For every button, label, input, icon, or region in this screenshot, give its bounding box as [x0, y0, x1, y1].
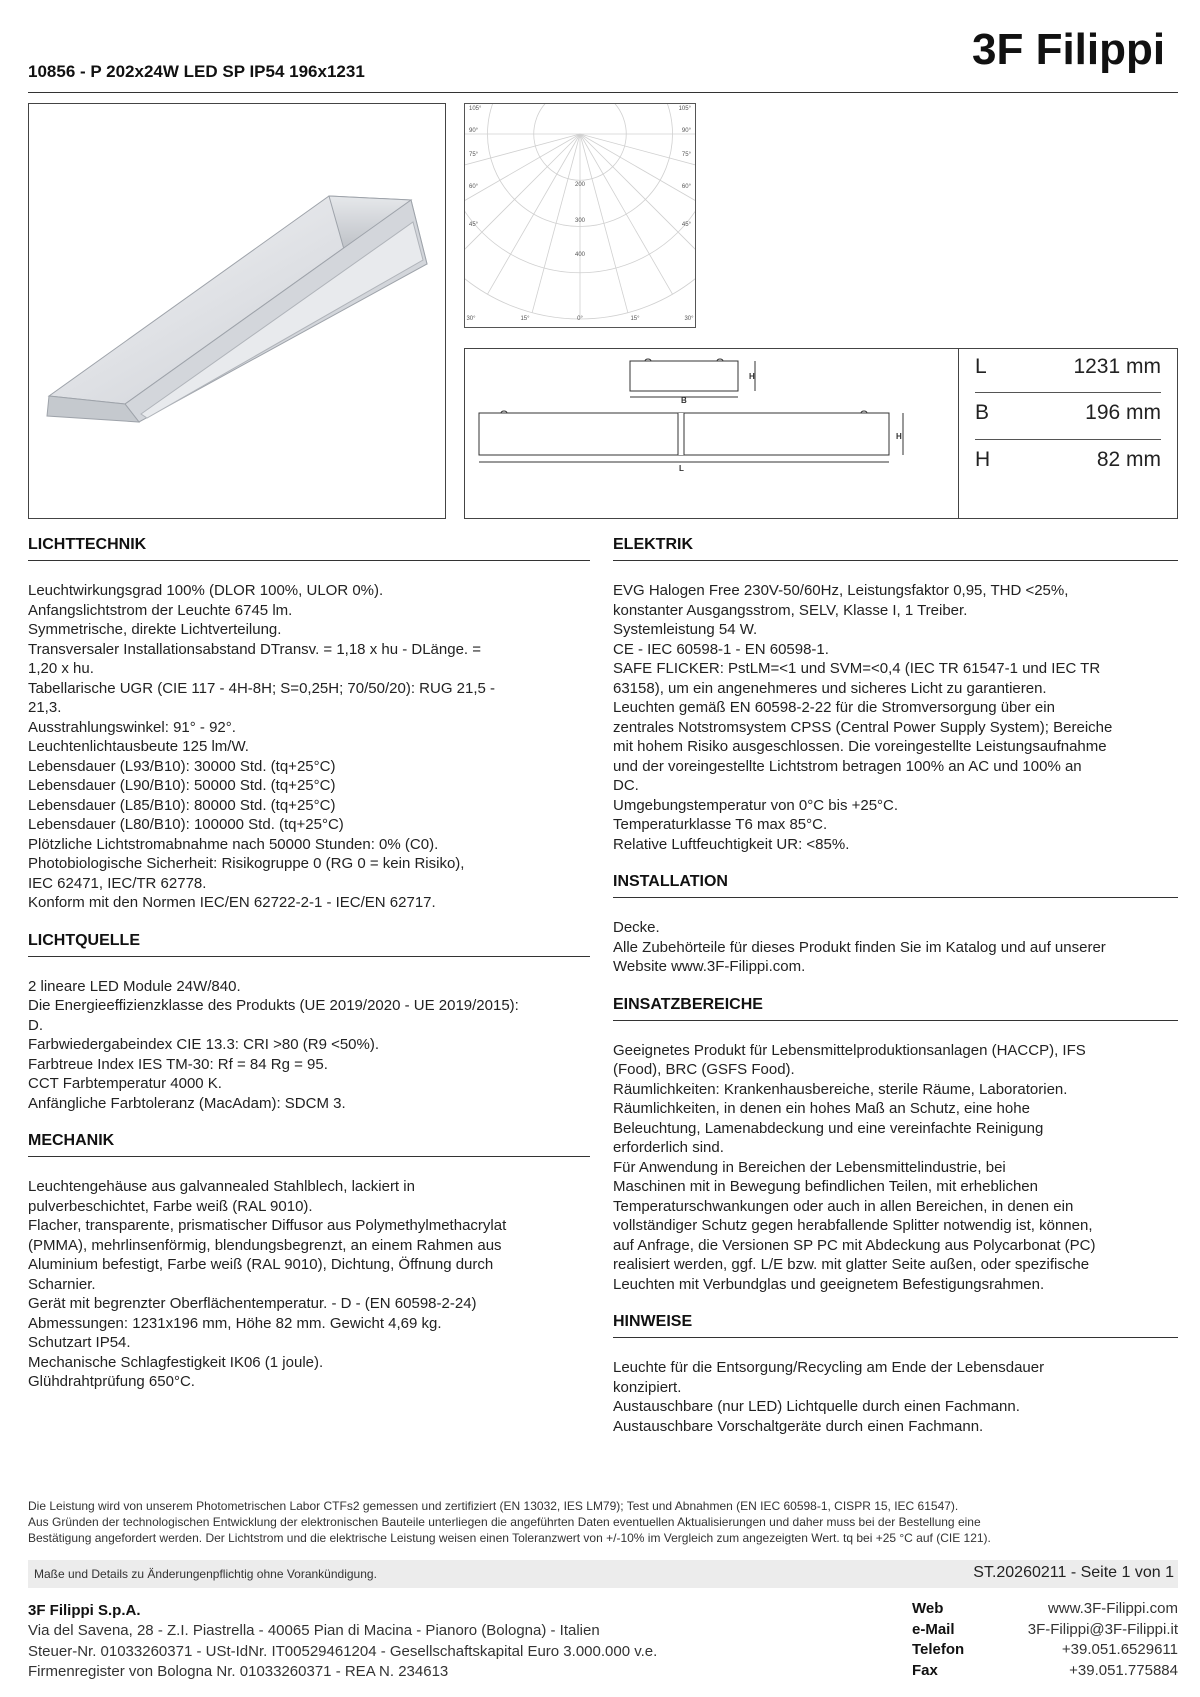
polar-label: 105°: [678, 106, 691, 112]
header-rule: [28, 92, 1178, 93]
dim-value: 1231 mm: [1073, 355, 1161, 378]
spec-line: Die Energieeffizienzklasse des Produkts (UE 2019/2020 - UE 2019/2015):: [28, 997, 519, 1014]
spec-line: CCT Farbtemperatur 4000 K.: [28, 1075, 222, 1092]
disclaimer-line: Aus Gründen der technologischen Entwicklung der elektronischen Bauteile unterliegen die angeführten Daten eventuellen Aktualisierungen und daher muss bei der Bestellung eine: [28, 1515, 981, 1529]
polar-label: 60°: [469, 184, 479, 190]
polar-spoke: [580, 134, 695, 182]
spec-section-hinweise: [613, 1310, 1178, 1436]
spec-line: Leuchten gemäß EN 60598-2-22 für die Stromversorgung über ein: [613, 699, 1055, 716]
spec-line: Maschinen mit in Bewegung befindlichen Teilen, mit erheblichen: [613, 1178, 1038, 1195]
spec-line: Farbwiedergabeindex CIE 13.3: CRI >80 (R9 <50%).: [28, 1036, 380, 1053]
spec-line: Scharnier.: [28, 1275, 96, 1293]
brand-logo: [972, 22, 1178, 74]
dim-label-h-top: H: [749, 372, 755, 381]
spec-line: Für Anwendung in Bereichen der Lebensmittelindustrie, bei: [613, 1158, 1006, 1176]
spec-line: Temperaturschwankungen oder auch in allen Bereichen, in denen ein: [613, 1197, 1074, 1215]
spec-line: Temperaturklasse T6 max 85°C.: [613, 816, 828, 833]
dimension-drawing: [465, 349, 959, 518]
spec-line: Räumlichkeiten, in denen ein hohes Maß an Schutz, eine hohe: [613, 1100, 1030, 1117]
spec-line: Lebensdauer (L90/B10): 50000 Std. (tq+25°C): [28, 777, 336, 794]
section-title: LICHTTECHNIK: [28, 533, 590, 561]
polar-label: 15°: [630, 316, 640, 322]
dim-row-height: [975, 442, 1161, 482]
spec-section-elektrik: [613, 533, 1178, 854]
polar-label: 75°: [681, 152, 691, 158]
polar-label: 60°: [681, 184, 691, 190]
spec-line: Anfangslichtstrom der Leuchte 6745 lm.: [28, 601, 293, 619]
polar-label: 105°: [469, 106, 482, 112]
spec-line: D.: [28, 1016, 43, 1034]
polar-label: 30°: [466, 316, 476, 322]
spec-line: IEC 62471, IEC/TR 62778.: [28, 874, 207, 892]
company-name: 3F Filippi S.p.A.: [28, 1602, 141, 1619]
spec-line: pulverbeschichtet, Farbe weiß (RAL 9010).: [28, 1197, 313, 1215]
polar-label: 90°: [681, 128, 691, 134]
spec-line: Website www.3F-Filippi.com.: [613, 958, 806, 975]
spec-line: SAFE FLICKER: PstLM=<1 und SVM=<0,4 (IEC TR 61547-1 und IEC TR: [613, 660, 1101, 677]
spec-section-lichttechnik: [28, 533, 590, 913]
polar-diagram: [464, 103, 696, 328]
contact-key: Telefon: [912, 1641, 965, 1658]
polar-label: 0°: [577, 316, 583, 322]
polar-spoke: [580, 134, 628, 313]
dim-label-l: L: [679, 464, 684, 473]
section-title: ELEKTRIK: [613, 533, 1178, 561]
spec-line: erforderlich sind.: [613, 1139, 724, 1156]
spec-line: Leuchten mit Verbundglas und geeignetem Befestigungsrahmen.: [613, 1275, 1045, 1293]
dim-key: B: [975, 401, 990, 424]
spec-line: Leuchtengehäuse aus galvannealed Stahlblech, lackiert in: [28, 1178, 415, 1195]
spec-section-mechanik: [28, 1129, 590, 1392]
spec-section-installation: [613, 870, 1178, 977]
product-photo: [28, 103, 446, 519]
notice-bar: [28, 1560, 1178, 1588]
spec-line: Leuchtwirkungsgrad 100% (DLOR 100%, ULOR 0%).: [28, 582, 384, 599]
dim-value: 196 mm: [1085, 401, 1161, 424]
spec-line: Relative Luftfeuchtigkeit UR: <85%.: [613, 835, 850, 853]
specs-right-column: [613, 533, 1178, 1452]
contact-fax: [912, 1662, 1178, 1683]
spec-line: 63158), um ein angenehmeres und sicheres Licht zu garantieren.: [613, 679, 1047, 697]
section-title: EINSATZBEREICHE: [613, 993, 1178, 1021]
polar-spoke: [580, 134, 673, 294]
spec-line: Lebensdauer (L93/B10): 30000 Std. (tq+25°C): [28, 757, 336, 775]
spec-line: Lebensdauer (L85/B10): 80000 Std. (tq+25°C): [28, 796, 336, 814]
spec-line: Abmessungen: 1231x196 mm, Höhe 82 mm. Gewicht 4,69 kg.: [28, 1314, 442, 1332]
dim-key: L: [975, 355, 987, 378]
contact-value: +39.051.6529611: [1061, 1641, 1178, 1658]
section-title: MECHANIK: [28, 1129, 590, 1157]
dim-row-width: [975, 395, 1161, 435]
spec-line: CE - IEC 60598-1 - EN 60598-1.: [613, 640, 829, 658]
spec-line: Gerät mit begrenzter Oberflächentemperatur. - D - (EN 60598-2-24): [28, 1295, 477, 1312]
spec-line: 2 lineare LED Module 24W/840.: [28, 977, 241, 995]
spec-line: Leuchtenlichtausbeute 125 lm/W.: [28, 738, 249, 755]
section-title: LICHTQUELLE: [28, 929, 590, 957]
spec-line: Flacher, transparente, prismatischer Diffusor aus Polymethylmethacrylat: [28, 1217, 507, 1234]
polar-label: 45°: [681, 222, 691, 228]
spec-line: konstanter Ausgangsstrom, SELV, Klasse I, 1 Treiber.: [613, 601, 968, 619]
dim-divider: [975, 392, 1161, 393]
spec-section-lichtquelle: [28, 929, 590, 1114]
spec-line: Photobiologische Sicherheit: Risikogruppe 0 (RG 0 = kein Risiko),: [28, 855, 465, 872]
specs-left-column: [28, 533, 590, 1408]
spec-line: Aluminium befestigt, Farbe weiß (RAL 9010), Dichtung, Öffnung durch: [28, 1256, 494, 1273]
spec-line: Umgebungstemperatur von 0°C bis +25°C.: [613, 796, 899, 814]
dim-label-b: B: [681, 396, 687, 405]
company-register: Firmenregister von Bologna Nr. 01033260371 - REA N. 234613: [28, 1663, 449, 1680]
polar-spoke: [465, 134, 580, 227]
polar-label: 90°: [469, 128, 479, 134]
spec-line: Glühdrahtprüfung 650°C.: [28, 1373, 195, 1390]
spec-line: Decke.: [613, 919, 660, 936]
spec-line: mit hohem Risiko ausgeschlossen. Die voreingestellte Leistungsaufnahme: [613, 738, 1107, 755]
polar-spoke: [532, 134, 580, 313]
spec-line: vollständiger Schutz gegen herabfallende Splitter notwendig ist, können,: [613, 1217, 1093, 1234]
company-tax: Steuer-Nr. 01033260371 - USt-IdNr. IT00529461204 - Gesellschaftskapital Euro 3.000.000 v.e.: [28, 1642, 658, 1660]
spec-line: Systemleistung 54 W.: [613, 621, 758, 638]
spec-line: 21,3.: [28, 699, 62, 716]
contact-email[interactable]: [912, 1621, 1178, 1642]
contact-value[interactable]: www.3F-Filippi.com: [1047, 1600, 1178, 1617]
disclaimer-line: Bestätigung angefordert werden. Der Lichtstrom und die elektrische Leistung weisen einen Toleranzwert von +/-10% im Vergleich zum angezeigten Wert. tq bei +25 °C auf (CIE 121).: [28, 1531, 991, 1545]
polar-label: 300: [574, 218, 586, 224]
section-title: INSTALLATION: [613, 870, 1178, 898]
spec-line: 1,20 x hu.: [28, 660, 94, 677]
spec-line: Schutzart IP54.: [28, 1334, 131, 1351]
spec-line: Plötzliche Lichtstromabnahme nach 50000 Stunden: 0% (C0).: [28, 835, 439, 853]
contact-phone: [912, 1641, 1178, 1662]
spec-line: konzipiert.: [613, 1378, 682, 1396]
polar-grid: [465, 104, 695, 319]
polar-label: 400: [574, 252, 586, 258]
polar-spoke: [580, 134, 695, 227]
spec-line: und der voreingestellte Lichtstrom betragen 100% an AC und 100% an: [613, 757, 1082, 775]
spec-section-einsatzbereiche: [613, 993, 1178, 1295]
contact-value: +39.051.775884: [1069, 1661, 1178, 1679]
spec-line: (PMMA), mehrlinsenförmig, blendungsbegrenzt, an einem Rahmen aus: [28, 1236, 502, 1254]
contact-key: Fax: [912, 1661, 938, 1679]
spec-line: Beleuchtung, Lamenabdeckung und eine vereinfachte Reinigung: [613, 1119, 1044, 1137]
contact-key: Web: [912, 1600, 944, 1617]
dimensions-panel: [464, 348, 1178, 519]
spec-line: Lebensdauer (L80/B10): 100000 Std. (tq+25°C): [28, 816, 344, 833]
spec-line: Leuchte für die Entsorgung/Recycling am Ende der Lebensdauer: [613, 1359, 1045, 1376]
contact-info: [912, 1600, 1178, 1682]
spec-line: Tabellarische UGR (CIE 117 - 4H-8H; S=0,25H; 70/50/20): RUG 21,5 -: [28, 679, 496, 697]
company-address: Via del Savena, 28 - Z.I. Piastrella - 40065 Pian di Macina - Pianoro (Bologna) - Italien: [28, 1622, 600, 1639]
polar-label: 15°: [520, 316, 530, 322]
spec-line: zentrales Notstromsystem CPSS (Central Power Supply System); Bereiche: [613, 718, 1113, 736]
spec-line: auf Anfrage, die Versionen SP PC mit Abdeckung aus Polycarbonat (PC): [613, 1236, 1096, 1254]
dim-value: 82 mm: [1096, 448, 1161, 471]
polar-spoke: [488, 134, 581, 294]
spec-line: Austauschbare (nur LED) Lichtquelle durch einen Fachmann.: [613, 1398, 1020, 1415]
product-title: 10856 - P 202x24W LED SP IP54 196x1231: [28, 62, 365, 81]
contact-key: e-Mail: [912, 1620, 955, 1638]
spec-line: Austauschbare Vorschaltgeräte durch einen Fachmann.: [613, 1417, 984, 1435]
spec-line: DC.: [613, 777, 639, 794]
spec-line: Räumlichkeiten: Krankenhausbereiche, sterile Räume, Laboratorien.: [613, 1080, 1068, 1098]
change-notice: Maße und Details zu Änderungenpflichtig ohne Vorankündigung.: [34, 1567, 377, 1581]
disclaimer-line: Die Leistung wird von unserem Photometrischen Labor CTFs2 gemessen und zertifiziert (EN 13032, IES LM79); Test und Abnahmen (EN IEC 60598-1, CISPR 15, IEC 61547).: [28, 1499, 959, 1513]
dim-row-length: [975, 349, 1161, 389]
polar-label: 75°: [469, 152, 479, 158]
polar-spoke: [465, 134, 580, 182]
polar-label: 30°: [684, 316, 694, 322]
spec-line: Anfängliche Farbtoleranz (MacAdam): SDCM 3.: [28, 1094, 346, 1112]
spec-line: Ausstrahlungswinkel: 91° - 92°.: [28, 718, 236, 736]
spec-line: (Food), BRC (GSFS Food).: [613, 1061, 795, 1078]
section-title: HINWEISE: [613, 1310, 1178, 1338]
logo-text: 3F Filippi: [972, 25, 1166, 74]
spec-line: Konform mit den Normen IEC/EN 62722-2-1 - IEC/EN 62717.: [28, 894, 436, 911]
dim-divider: [975, 439, 1161, 440]
spec-line: EVG Halogen Free 230V-50/60Hz, Leistungsfaktor 0,95, THD <25%,: [613, 582, 1069, 599]
contact-value[interactable]: 3F-Filippi@3F-Filippi.it: [1027, 1620, 1178, 1638]
spec-line: Mechanische Schlagfestigkeit IK06 (1 joule).: [28, 1353, 324, 1371]
polar-label: 45°: [469, 222, 479, 228]
spec-line: realisiert werden, ggf. L/E bzw. mit glatter Seite außen, oder spezifische: [613, 1256, 1090, 1273]
spec-line: Transversaler Installationsabstand DTransv. = 1,18 x hu - DLänge. =: [28, 640, 482, 658]
dim-key: H: [975, 448, 991, 471]
disclaimer: [28, 1498, 1178, 1546]
contact-web[interactable]: [912, 1600, 1178, 1621]
spec-line: Symmetrische, direkte Lichtverteilung.: [28, 621, 282, 638]
spec-line: Farbtreue Index IES TM-30: Rf = 84 Rg = 95.: [28, 1055, 328, 1073]
spec-line: Geeignetes Produkt für Lebensmittelproduktionsanlagen (HACCP), IFS: [613, 1041, 1086, 1059]
company-info: [28, 1600, 828, 1683]
page-info: ST.20260211 - Seite 1 von 1: [973, 1564, 1174, 1581]
spec-line: Alle Zubehörteile für dieses Produkt finden Sie im Katalog und auf unserer: [613, 938, 1106, 956]
polar-label: 200: [574, 182, 586, 188]
dim-label-h-side: H: [896, 432, 902, 441]
